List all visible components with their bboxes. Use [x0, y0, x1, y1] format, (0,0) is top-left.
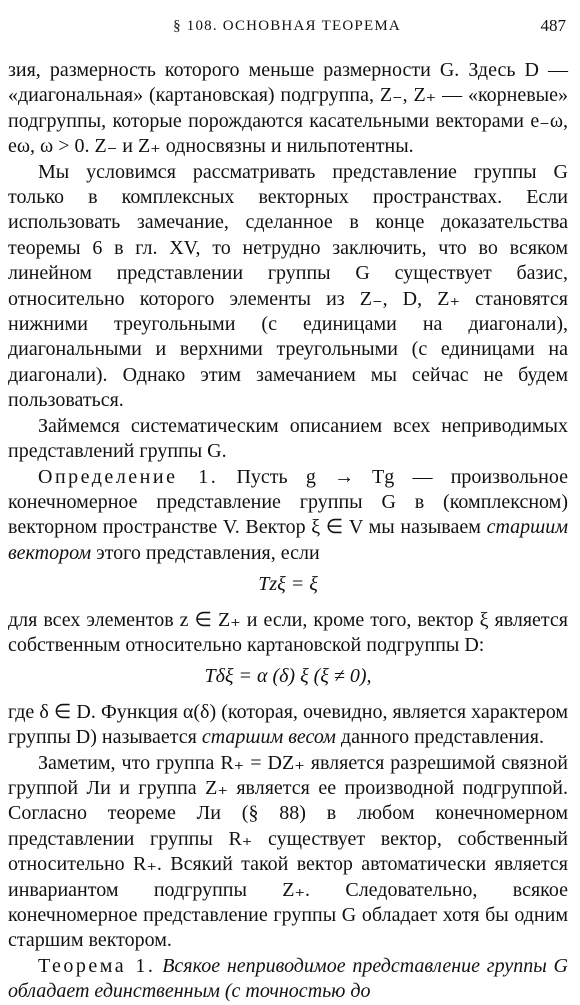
definition-label: Определение 1.: [38, 465, 219, 488]
running-head: § 108. ОСНОВНАЯ ТЕОРЕМА: [173, 18, 401, 34]
paragraph-complex-spaces: Мы условимся рассматривать представление группы G только в комплексных векторных пространствах. Если использовать замечание, сделанное в конце доказательства теоремы 6 в гл. XV, то нетрудно заключить, что во всяком линейном представлении группы G существует базис, относительно которого элементы из Z₋, D, Z₊ становятся нижними треугольными (с единицами на диагонали), диагональными и верхними треугольными (с единицами на диагонали). Однако этим замечанием мы сейчас не будем пользоваться.: [8, 160, 568, 412]
definition-text-3: для всех элементов z ∈ Z₊ и если, кроме того, вектор ξ является собственным относительно картановской подгруппы D:: [8, 608, 568, 656]
paragraph-irreducible: Займемся систематическим описанием всех неприводимых представлений группы G.: [8, 414, 568, 463]
theorem-paragraph: [8, 954, 568, 1005]
definition-paragraph: [8, 465, 568, 567]
definition-term-highest-weight: старшим весом: [201, 726, 336, 749]
formula-eigenvector: Tδξ = α (δ) ξ (ξ ≠ 0),: [204, 665, 372, 688]
definition-text-4: где δ ∈ D. Функция α(δ) (которая, очевидно, является характером группы D) называется: [8, 700, 568, 749]
definition-text-5: данного представления.: [340, 726, 544, 749]
definition-term-highest-vector: старшим вектором: [8, 516, 569, 564]
definition-text-2: этого представления, если: [96, 541, 320, 564]
paragraph-continuation: зия, размерность которого меньше размерности G. Здесь D — «диагональная» (картановская) подгруппа, Z₋, Z₊ — «корневые» подгруппы, которые порождаются касательными векторами e₋ω, eω, ω > 0. Z₋ и Z₊ односвязны и нильпотентны.: [8, 59, 568, 158]
page-number: 487: [540, 16, 566, 35]
page-header: [8, 14, 566, 44]
definition-paragraph-weight: [8, 700, 568, 751]
formula-highest-vector: Tzξ = ξ: [258, 573, 318, 596]
theorem-label: Теорема 1.: [38, 954, 156, 977]
theorem-text: Всякое неприводимое представление группы G обладает единственным (с точностью до: [8, 954, 568, 1003]
paragraph-remark: Заметим, что группа R₊ = DZ₊ является разрешимой связной группой Ли и группа Z₊ является ее производной подгруппой. Согласно теореме Ли (§ 88) в любом конечномерном представлении группы R₊ существует вектор, собственный относительно R₊. Всякий такой вектор автоматически является инвариантом подгруппы Z₊. Следовательно, всякое конечномерное представление группы G обладает хотя бы одним старшим вектором.: [8, 751, 568, 952]
body-text: [8, 58, 568, 1005]
definition-text-1: Пусть g → Tg — произвольное конечномерное представление группы G в (комплексном) векторном пространстве V. Вектор ξ ∈ V мы называем: [8, 465, 569, 539]
